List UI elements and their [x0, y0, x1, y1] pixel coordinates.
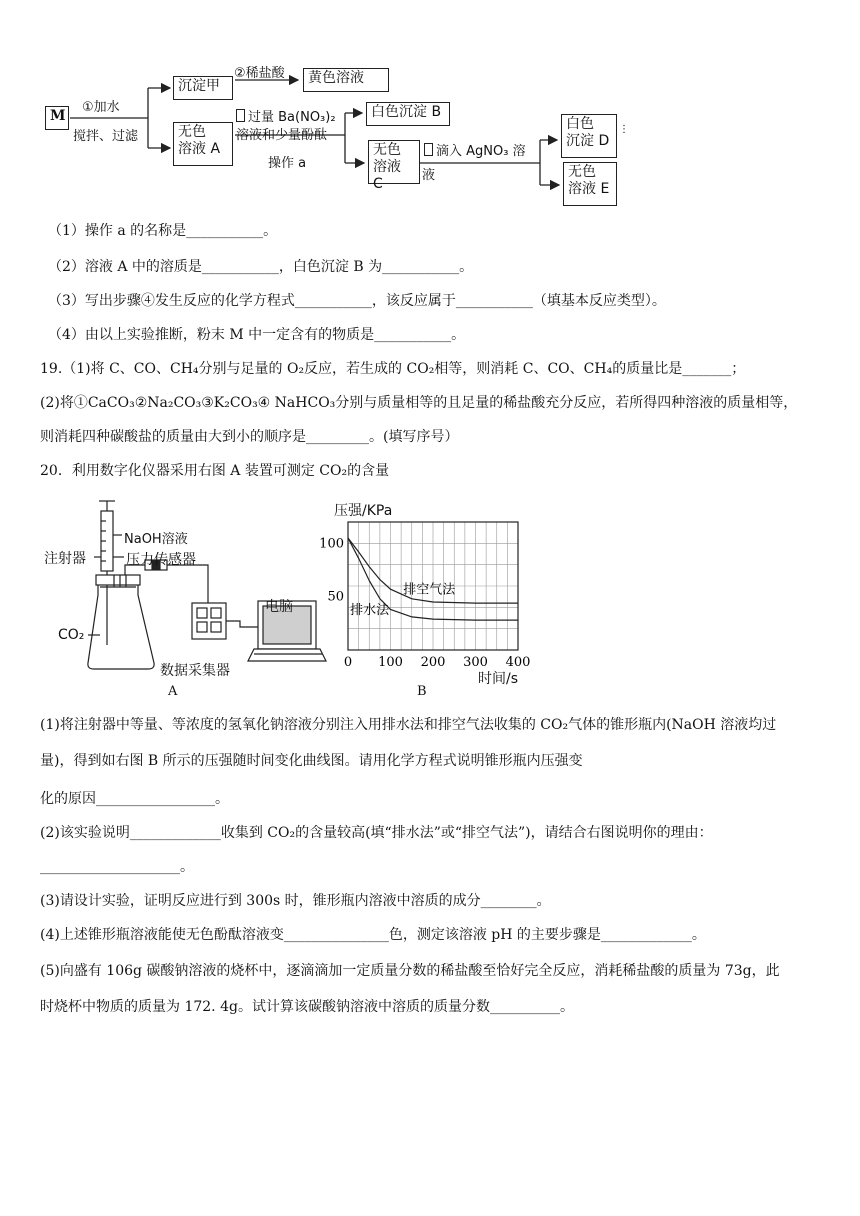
q20-part5-line1: (5)向盛有 106g 碳酸钠溶液的烧杯中，逐滴滴加一定质量分数的稀盐酸至恰好完全反应，消耗稀盐酸的质量为 73g，此 [40, 963, 780, 979]
q18-part1: （1）操作 a 的名称是___________。 [48, 223, 278, 239]
step3-checkbox-glyph [236, 109, 245, 122]
chart-ylabel: 压强/KPa [334, 503, 393, 519]
q18-part2: （2）溶液 A 中的溶质是___________，白色沉淀 B 为___________。 [48, 259, 474, 275]
label-collector: 数据采集器 [160, 663, 230, 679]
chart-figure-label: B [417, 684, 427, 699]
flask-stopper [96, 575, 140, 585]
step3-label-line1: 过量 Ba(NO₃)₂ [236, 106, 336, 125]
q19-part2-line1: (2)将①CaCO₃②Na₂CO₃③K₂CO₃④ NaHCO₃分别与质量相等的且足量的稀盐酸充分反应，若所得四种溶液的质量相等， [40, 395, 798, 411]
box-white-precip-b: 白色沉淀 B [366, 102, 450, 126]
step4-label-line2: 液 [422, 168, 436, 183]
q20-part2-line2: ____________________。 [40, 859, 194, 875]
q20-part3: (3)请设计实验，证明反应进行到 300s 时，锥形瓶内溶液中溶质的成分________。 [40, 893, 551, 909]
step1-label-bottom: 搅拌、过滤 [73, 129, 139, 144]
q20-part1-line1: (1)将注射器中等量、等浓度的氢氧化钠溶液分别注入用排水法和排空气法收集的 CO₂气体的锥形瓶内(NaOH 溶液均过 [40, 717, 777, 733]
x-tick-label: 0 [343, 655, 353, 670]
step2-label: ②稀盐酸 [234, 66, 285, 81]
box-white-precip-d: 白色 沉淀 D [561, 114, 617, 158]
chart-svg [320, 500, 560, 690]
step1-label-top: ①加水 [82, 100, 120, 115]
step4-checkbox-glyph [424, 143, 433, 156]
y-tick-label: 100 [319, 536, 344, 552]
step3-label-line2: 溶液和少量酚酞 [236, 128, 328, 143]
step4-label-line1: 滴入 AgNO₃ 溶 [424, 140, 526, 159]
q19-part1: 19.（1)将 C、CO、CH₄分别与足量的 O₂反应，若生成的 CO₂相等，则消耗 C、CO、CH₄的质量比是_______； [40, 361, 746, 377]
x-tick-label: 400 [505, 655, 531, 670]
q20-part2-line1: (2)该实验说明_____________收集到 CO₂的含量较高(填“排水法”或“排空气法”)，请结合右图说明你的理由： [40, 825, 713, 841]
computer-keyboard [248, 649, 326, 661]
q18-part4: （4）由以上实验推断，粉末 M 中一定含有的物质是___________。 [48, 327, 466, 343]
box-solution-a: 无色 溶液 A [173, 122, 233, 166]
box-yellow-solution: 黄色溶液 [303, 68, 389, 92]
q20-part4: (4)上述锥形瓶溶液能使无色酚酞溶液变_______________色，测定该溶液 pH 的主要步骤是_____________。 [40, 927, 706, 943]
box-m: M [45, 106, 69, 130]
q18-part3: （3）写出步骤④发生反应的化学方程式___________，该反应属于___________（填基本反应类型）。 [48, 293, 666, 309]
x-tick-label: 200 [420, 655, 446, 670]
ellipsis-mark: ⋮ [619, 124, 629, 135]
q19-part2-line2: 则消耗四种碳酸盐的质量由大到小的顺序是_________。(填写序号） [40, 429, 459, 445]
box-solution-c: 无色 溶液 C [368, 140, 420, 184]
y-tick-label: 50 [327, 589, 344, 605]
flask [88, 583, 154, 669]
chart-xlabel: 时间/s [478, 671, 519, 687]
operation-a-label: 操作 a [268, 156, 307, 171]
q20-part1-line2: 量)，得到如右图 B 所示的压强随时间变化曲线图。请用化学方程式说明锥形瓶内压强变 [40, 753, 583, 769]
q20-intro: 20．利用数字化仪器采用右图 A 装置可测定 CO₂的含量 [40, 463, 390, 479]
x-tick-label: 300 [463, 655, 488, 670]
box-precip-a: 沉淀甲 [173, 76, 233, 100]
box-solution-e: 无色 溶液 E [563, 162, 617, 206]
label-sensor: 压力传感器 [126, 552, 196, 568]
q20-part1-line3: 化的原因_________________。 [40, 791, 229, 807]
series-label-water: 排水法 [350, 603, 390, 619]
q20-part5-line2: 时烧杯中物质的质量为 172. 4g。试计算该碳酸钠溶液中溶质的质量分数__________。 [40, 999, 574, 1015]
label-computer: 电脑 [265, 599, 293, 615]
series-label-air: 排空气法 [403, 582, 456, 598]
x-tick-label: 100 [378, 655, 403, 670]
label-naoh: NaOH溶液 [124, 532, 188, 547]
label-syringe: 注射器 [44, 551, 86, 567]
label-co2: CO₂ [58, 627, 85, 643]
label-figure-a: A [168, 684, 178, 699]
